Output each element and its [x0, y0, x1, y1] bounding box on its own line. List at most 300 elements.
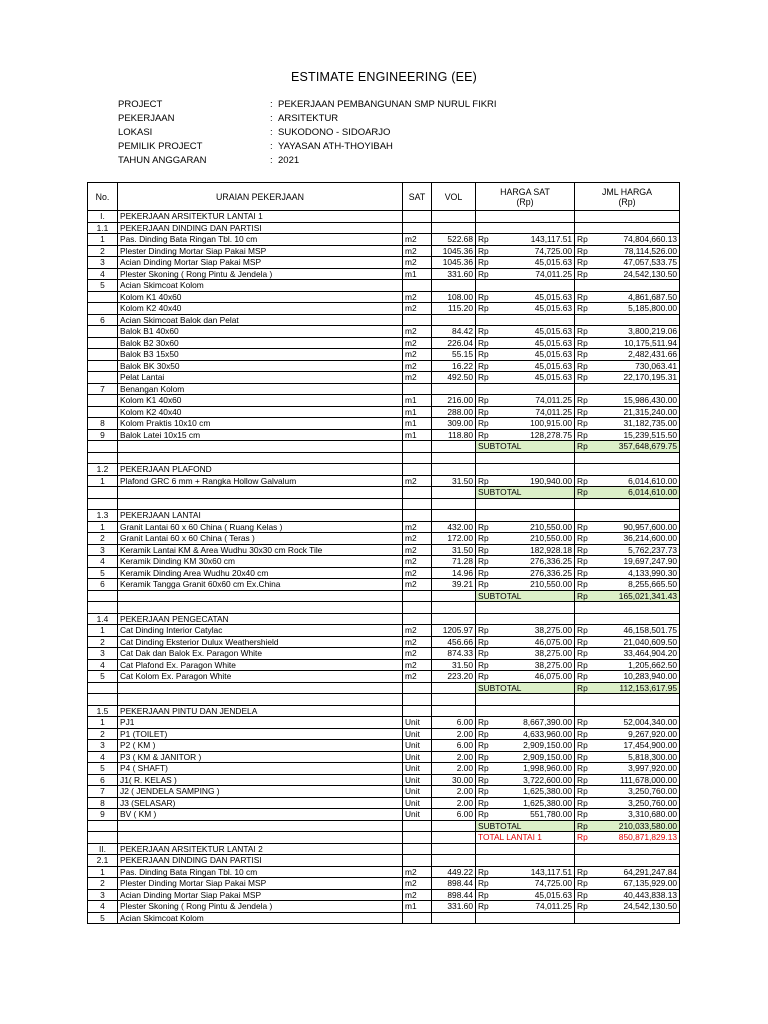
- currency-label: Rp: [476, 303, 492, 315]
- section-header-row: [88, 510, 680, 522]
- item-volume: 31.50: [432, 475, 476, 487]
- item-no: 3: [88, 740, 118, 752]
- item-description: Kolom K2 40x40: [118, 406, 403, 418]
- currency-label: [575, 912, 591, 924]
- currency-label: Rp: [476, 659, 492, 671]
- currency-label: [476, 855, 492, 867]
- item-unit: m2: [403, 889, 432, 901]
- item-unit: m2: [403, 878, 432, 890]
- table-row: [88, 797, 680, 809]
- item-no: 6: [88, 314, 118, 326]
- item-no: 1.5: [88, 705, 118, 717]
- section-header-row: [88, 843, 680, 855]
- item-unit: Unit: [403, 751, 432, 763]
- item-no: 1.1: [88, 222, 118, 234]
- item-unit: Unit: [403, 740, 432, 752]
- empty-cell: [118, 498, 403, 510]
- item-no: [88, 303, 118, 315]
- item-description: P1 (TOILET): [118, 728, 403, 740]
- item-description: Keramik Dinding Area Wudhu 20x40 cm: [118, 567, 403, 579]
- item-description: P4 ( SHAFT): [118, 763, 403, 775]
- item-no: 5: [88, 763, 118, 775]
- item-no: [88, 291, 118, 303]
- currency-label: Rp: [476, 763, 492, 775]
- item-no: [88, 360, 118, 372]
- table-header-row: [88, 183, 680, 211]
- item-unit-price: 2,909,150.00: [492, 751, 575, 763]
- item-no: 4: [88, 268, 118, 280]
- currency-label: Rp: [476, 291, 492, 303]
- item-volume: [432, 912, 476, 924]
- currency-label: Rp: [575, 303, 591, 315]
- project-info-colon: :: [270, 113, 273, 124]
- item-amount: 36,214,600.00: [591, 533, 680, 545]
- item-unit: m1: [403, 406, 432, 418]
- item-unit: m2: [403, 567, 432, 579]
- item-volume: [432, 682, 476, 694]
- currency-label: Rp: [575, 682, 591, 694]
- item-unit: [403, 314, 432, 326]
- empty-cell: [476, 498, 575, 510]
- item-volume: 898.44: [432, 889, 476, 901]
- item-unit-price: [492, 383, 575, 395]
- empty-cell: [432, 498, 476, 510]
- item-amount: 24,542,130.50: [591, 268, 680, 280]
- currency-label: Rp: [575, 659, 591, 671]
- item-unit: m2: [403, 372, 432, 384]
- item-unit: Unit: [403, 774, 432, 786]
- currency-label: Rp: [476, 556, 492, 568]
- table-row: [88, 901, 680, 913]
- item-unit-price: 38,275.00: [492, 625, 575, 637]
- item-no: 7: [88, 786, 118, 798]
- currency-label: Rp: [575, 372, 591, 384]
- item-volume: 874.33: [432, 648, 476, 660]
- item-no: 5: [88, 280, 118, 292]
- item-amount: 46,158,501.75: [591, 625, 680, 637]
- currency-label: Rp: [575, 533, 591, 545]
- table-row: [88, 751, 680, 763]
- item-unit: m2: [403, 234, 432, 246]
- currency-label: Rp: [575, 786, 591, 798]
- item-volume: 2.00: [432, 763, 476, 775]
- item-unit: m2: [403, 349, 432, 361]
- item-description: Kolom K1 40x60: [118, 291, 403, 303]
- item-unit-price: 3,722,600.00: [492, 774, 575, 786]
- blank-row: [88, 602, 680, 614]
- item-unit: m2: [403, 475, 432, 487]
- item-amount: 10,283,940.00: [591, 671, 680, 683]
- section-header-row: [88, 314, 680, 326]
- currency-label: [476, 705, 492, 717]
- item-description: Kolom K2 40x40: [118, 303, 403, 315]
- item-unit-price: 45,015.63: [492, 291, 575, 303]
- currency-label: Rp: [476, 418, 492, 430]
- item-no: 3: [88, 257, 118, 269]
- item-unit: m2: [403, 291, 432, 303]
- item-unit: [403, 464, 432, 476]
- item-unit-price: 8,667,390.00: [492, 717, 575, 729]
- empty-cell: [575, 694, 680, 706]
- item-unit-price: [492, 314, 575, 326]
- item-amount: [591, 464, 680, 476]
- currency-label: [575, 222, 591, 234]
- currency-label: Rp: [575, 475, 591, 487]
- item-amount: 5,762,237.73: [591, 544, 680, 556]
- currency-label: Rp: [575, 774, 591, 786]
- section-header-row: [88, 464, 680, 476]
- table-row: [88, 521, 680, 533]
- table-row: [88, 809, 680, 821]
- subtotal-amount: 210,033,580.00: [591, 820, 680, 832]
- currency-label: [575, 211, 591, 223]
- item-description: Plester Dinding Mortar Siap Pakai MSP: [118, 878, 403, 890]
- currency-label: Rp: [476, 648, 492, 660]
- currency-label: Rp: [575, 429, 591, 441]
- item-amount: 67,135,929.00: [591, 878, 680, 890]
- currency-label: Rp: [476, 349, 492, 361]
- item-no: I.: [88, 211, 118, 223]
- item-volume: 522.68: [432, 234, 476, 246]
- item-amount: 47,057,533.75: [591, 257, 680, 269]
- item-amount: 15,986,430.00: [591, 395, 680, 407]
- item-unit: [403, 705, 432, 717]
- item-no: 1: [88, 625, 118, 637]
- item-unit-price: [492, 843, 575, 855]
- item-unit: [403, 441, 432, 453]
- table-row: [88, 774, 680, 786]
- table-row: [88, 303, 680, 315]
- currency-label: Rp: [575, 797, 591, 809]
- empty-cell: [403, 694, 432, 706]
- currency-label: Rp: [476, 878, 492, 890]
- item-description: P2 ( KM ): [118, 740, 403, 752]
- item-no: 5: [88, 671, 118, 683]
- item-unit-price: [492, 613, 575, 625]
- item-description: Keramik Lantai KM & Area Wudhu 30x30 cm Rock Tile: [118, 544, 403, 556]
- item-unit-price: 46,075.00: [492, 636, 575, 648]
- item-unit-price: 45,015.63: [492, 349, 575, 361]
- currency-label: Rp: [575, 832, 591, 844]
- item-volume: [432, 510, 476, 522]
- section-header-row: [88, 855, 680, 867]
- item-no: [88, 372, 118, 384]
- item-unit-price: [492, 211, 575, 223]
- item-unit: m2: [403, 303, 432, 315]
- table-row: [88, 878, 680, 890]
- item-unit: [403, 383, 432, 395]
- item-amount: 22,170,195.31: [591, 372, 680, 384]
- empty-cell: [476, 694, 575, 706]
- item-unit: [403, 832, 432, 844]
- header-vol: VOL: [432, 183, 476, 211]
- item-no: 5: [88, 567, 118, 579]
- item-amount: [591, 383, 680, 395]
- item-volume: [432, 832, 476, 844]
- item-description: Keramik Dinding KM 30x60 cm: [118, 556, 403, 568]
- item-volume: 456.66: [432, 636, 476, 648]
- currency-label: Rp: [476, 717, 492, 729]
- table-row: [88, 268, 680, 280]
- item-description: Balok BK 30x50: [118, 360, 403, 372]
- table-row: [88, 786, 680, 798]
- subtotal-row: [88, 487, 680, 499]
- item-unit-price: 74,011.25: [492, 268, 575, 280]
- item-no: 2: [88, 878, 118, 890]
- currency-label: Rp: [476, 475, 492, 487]
- item-unit-price: 128,278.75: [492, 429, 575, 441]
- section-header-row: [88, 383, 680, 395]
- item-amount: [591, 912, 680, 924]
- item-amount: 3,250,760.00: [591, 786, 680, 798]
- section-header-row: [88, 211, 680, 223]
- item-unit: [403, 820, 432, 832]
- item-unit-price: 45,015.63: [492, 257, 575, 269]
- item-description: Balok Latei 10x15 cm: [118, 429, 403, 441]
- item-amount: 6,014,610.00: [591, 475, 680, 487]
- currency-label: [575, 613, 591, 625]
- section-header-row: [88, 280, 680, 292]
- blank-row: [88, 498, 680, 510]
- project-info-colon: :: [270, 141, 273, 152]
- subtotal-amount: 165,021,341.43: [591, 590, 680, 602]
- item-description: Acian Skimcoat Kolom: [118, 280, 403, 292]
- item-amount: 1,205,662.50: [591, 659, 680, 671]
- empty-cell: [403, 452, 432, 464]
- item-description: J3 (SELASAR): [118, 797, 403, 809]
- currency-label: Rp: [575, 751, 591, 763]
- project-info-value: 2021: [278, 155, 300, 166]
- item-volume: [432, 464, 476, 476]
- item-description: Granit Lantai 60 x 60 China ( Ruang Kelas ): [118, 521, 403, 533]
- item-amount: [591, 613, 680, 625]
- item-volume: 108.00: [432, 291, 476, 303]
- item-volume: 898.44: [432, 878, 476, 890]
- item-volume: 118.80: [432, 429, 476, 441]
- header-jml-harga-unit: (Rp): [618, 196, 636, 207]
- item-description: Acian Skimcoat Kolom: [118, 912, 403, 924]
- item-no: 9: [88, 809, 118, 821]
- item-volume: 115.20: [432, 303, 476, 315]
- item-unit: m2: [403, 636, 432, 648]
- currency-label: Rp: [575, 717, 591, 729]
- item-unit: m2: [403, 533, 432, 545]
- item-description: Cat Dinding Eksterior Dulux Weathershield: [118, 636, 403, 648]
- item-description: PEKERJAAN PLAFOND: [118, 464, 403, 476]
- item-volume: 39.21: [432, 579, 476, 591]
- item-no: 4: [88, 901, 118, 913]
- item-no: [88, 406, 118, 418]
- section-header-row: [88, 222, 680, 234]
- item-volume: 331.60: [432, 268, 476, 280]
- header-sat: SAT: [403, 183, 432, 211]
- currency-label: Rp: [476, 636, 492, 648]
- currency-label: Rp: [575, 878, 591, 890]
- item-description: Plafond GRC 6 mm + Rangka Hollow Galvalum: [118, 475, 403, 487]
- table-row: [88, 544, 680, 556]
- item-unit-price: [492, 912, 575, 924]
- item-unit-price: 276,336.25: [492, 556, 575, 568]
- currency-label: Rp: [476, 740, 492, 752]
- item-volume: [432, 222, 476, 234]
- currency-label: Rp: [476, 245, 492, 257]
- currency-label: Rp: [575, 360, 591, 372]
- project-info-value: YAYASAN ATH-THOYIBAH: [278, 141, 393, 152]
- item-unit: m2: [403, 245, 432, 257]
- item-description: PJ1: [118, 717, 403, 729]
- item-description: PEKERJAAN ARSITEKTUR LANTAI 2: [118, 843, 403, 855]
- project-info-label: PROJECT: [118, 99, 163, 110]
- table-row: [88, 406, 680, 418]
- item-amount: 90,957,600.00: [591, 521, 680, 533]
- item-unit: m2: [403, 337, 432, 349]
- item-unit-price: 45,015.63: [492, 360, 575, 372]
- subtotal-label: SUBTOTAL: [476, 682, 575, 694]
- currency-label: Rp: [476, 751, 492, 763]
- item-description: Kolom Praktis 10x10 cm: [118, 418, 403, 430]
- item-description: Balok B3 15x50: [118, 349, 403, 361]
- item-unit: m2: [403, 671, 432, 683]
- total-amount: 850,871,829.13: [591, 832, 680, 844]
- total-label: TOTAL LANTAI 1: [476, 832, 575, 844]
- currency-label: Rp: [575, 441, 591, 453]
- item-unit-price: 45,015.63: [492, 337, 575, 349]
- currency-label: Rp: [476, 625, 492, 637]
- subtotal-amount: 357,648,679.75: [591, 441, 680, 453]
- item-no: [88, 820, 118, 832]
- item-no: 8: [88, 797, 118, 809]
- item-no: 8: [88, 418, 118, 430]
- item-no: 4: [88, 751, 118, 763]
- item-no: 9: [88, 429, 118, 441]
- table-row: [88, 533, 680, 545]
- document-title: ESTIMATE ENGINEERING (EE): [290, 70, 478, 84]
- item-unit-price: 143,117.51: [492, 866, 575, 878]
- item-description: Keramik Tangga Granit 60x60 cm Ex.China: [118, 579, 403, 591]
- table-row: [88, 395, 680, 407]
- item-unit: [403, 613, 432, 625]
- currency-label: Rp: [575, 901, 591, 913]
- currency-label: Rp: [476, 360, 492, 372]
- currency-label: Rp: [575, 590, 591, 602]
- item-volume: 216.00: [432, 395, 476, 407]
- item-amount: 10,175,511.94: [591, 337, 680, 349]
- item-description: Pas. Dinding Bata Ringan Tbl. 10 cm: [118, 234, 403, 246]
- currency-label: Rp: [575, 245, 591, 257]
- item-amount: 4,861,687.50: [591, 291, 680, 303]
- item-no: II.: [88, 843, 118, 855]
- item-no: 3: [88, 889, 118, 901]
- table-row: [88, 257, 680, 269]
- currency-label: Rp: [476, 671, 492, 683]
- item-description: Cat Dinding Interior Catylac: [118, 625, 403, 637]
- item-no: 1: [88, 866, 118, 878]
- item-volume: [432, 613, 476, 625]
- item-amount: 3,800,219.06: [591, 326, 680, 338]
- table-row: [88, 763, 680, 775]
- item-volume: 172.00: [432, 533, 476, 545]
- item-description: Plester Dinding Mortar Siap Pakai MSP: [118, 245, 403, 257]
- item-no: 7: [88, 383, 118, 395]
- item-description: Cat Kolom Ex. Paragon White: [118, 671, 403, 683]
- item-amount: 52,004,340.00: [591, 717, 680, 729]
- currency-label: [476, 912, 492, 924]
- item-amount: 33,464,904.20: [591, 648, 680, 660]
- item-amount: 74,804,660.13: [591, 234, 680, 246]
- empty-cell: [432, 602, 476, 614]
- empty-cell: [118, 452, 403, 464]
- item-description: [118, 682, 403, 694]
- item-unit: m1: [403, 901, 432, 913]
- item-unit-price: 38,275.00: [492, 648, 575, 660]
- item-volume: 432.00: [432, 521, 476, 533]
- item-unit-price: 210,550.00: [492, 579, 575, 591]
- currency-label: [476, 843, 492, 855]
- item-unit-price: 45,015.63: [492, 889, 575, 901]
- currency-label: Rp: [476, 809, 492, 821]
- item-unit: m2: [403, 257, 432, 269]
- empty-cell: [575, 602, 680, 614]
- item-no: 5: [88, 912, 118, 924]
- project-info-value: SUKODONO - SIDOARJO: [278, 127, 391, 138]
- item-description: PEKERJAAN LANTAI: [118, 510, 403, 522]
- currency-label: Rp: [476, 268, 492, 280]
- item-unit: m2: [403, 521, 432, 533]
- item-unit-price: 1,998,960.00: [492, 763, 575, 775]
- currency-label: [476, 211, 492, 223]
- item-description: [118, 487, 403, 499]
- table-row: [88, 556, 680, 568]
- item-no: [88, 326, 118, 338]
- item-no: 1.3: [88, 510, 118, 522]
- table-row: [88, 418, 680, 430]
- item-unit: m1: [403, 395, 432, 407]
- item-volume: 223.20: [432, 671, 476, 683]
- item-unit: [403, 843, 432, 855]
- empty-cell: [88, 602, 118, 614]
- empty-cell: [403, 498, 432, 510]
- item-unit: [403, 280, 432, 292]
- item-unit: [403, 682, 432, 694]
- currency-label: Rp: [575, 625, 591, 637]
- currency-label: Rp: [476, 786, 492, 798]
- item-unit-price: 2,909,150.00: [492, 740, 575, 752]
- item-amount: 31,182,735.00: [591, 418, 680, 430]
- currency-label: Rp: [575, 395, 591, 407]
- header-harga-sat-label: HARGA SAT: [500, 186, 550, 197]
- item-amount: 64,291,247.84: [591, 866, 680, 878]
- item-amount: 78,114,526.00: [591, 245, 680, 257]
- subtotal-label: SUBTOTAL: [476, 441, 575, 453]
- item-description: J2 ( JENDELA SAMPING ): [118, 786, 403, 798]
- currency-label: Rp: [476, 257, 492, 269]
- currency-label: [575, 314, 591, 326]
- currency-label: Rp: [476, 533, 492, 545]
- item-unit: [403, 222, 432, 234]
- item-volume: [432, 211, 476, 223]
- table-row: [88, 234, 680, 246]
- currency-label: Rp: [575, 579, 591, 591]
- item-description: [118, 441, 403, 453]
- currency-label: [575, 843, 591, 855]
- currency-label: Rp: [476, 395, 492, 407]
- currency-label: Rp: [476, 728, 492, 740]
- item-unit: Unit: [403, 717, 432, 729]
- item-unit: m2: [403, 648, 432, 660]
- empty-cell: [476, 602, 575, 614]
- item-description: PEKERJAAN ARSITEKTUR LANTAI 1: [118, 211, 403, 223]
- item-no: [88, 682, 118, 694]
